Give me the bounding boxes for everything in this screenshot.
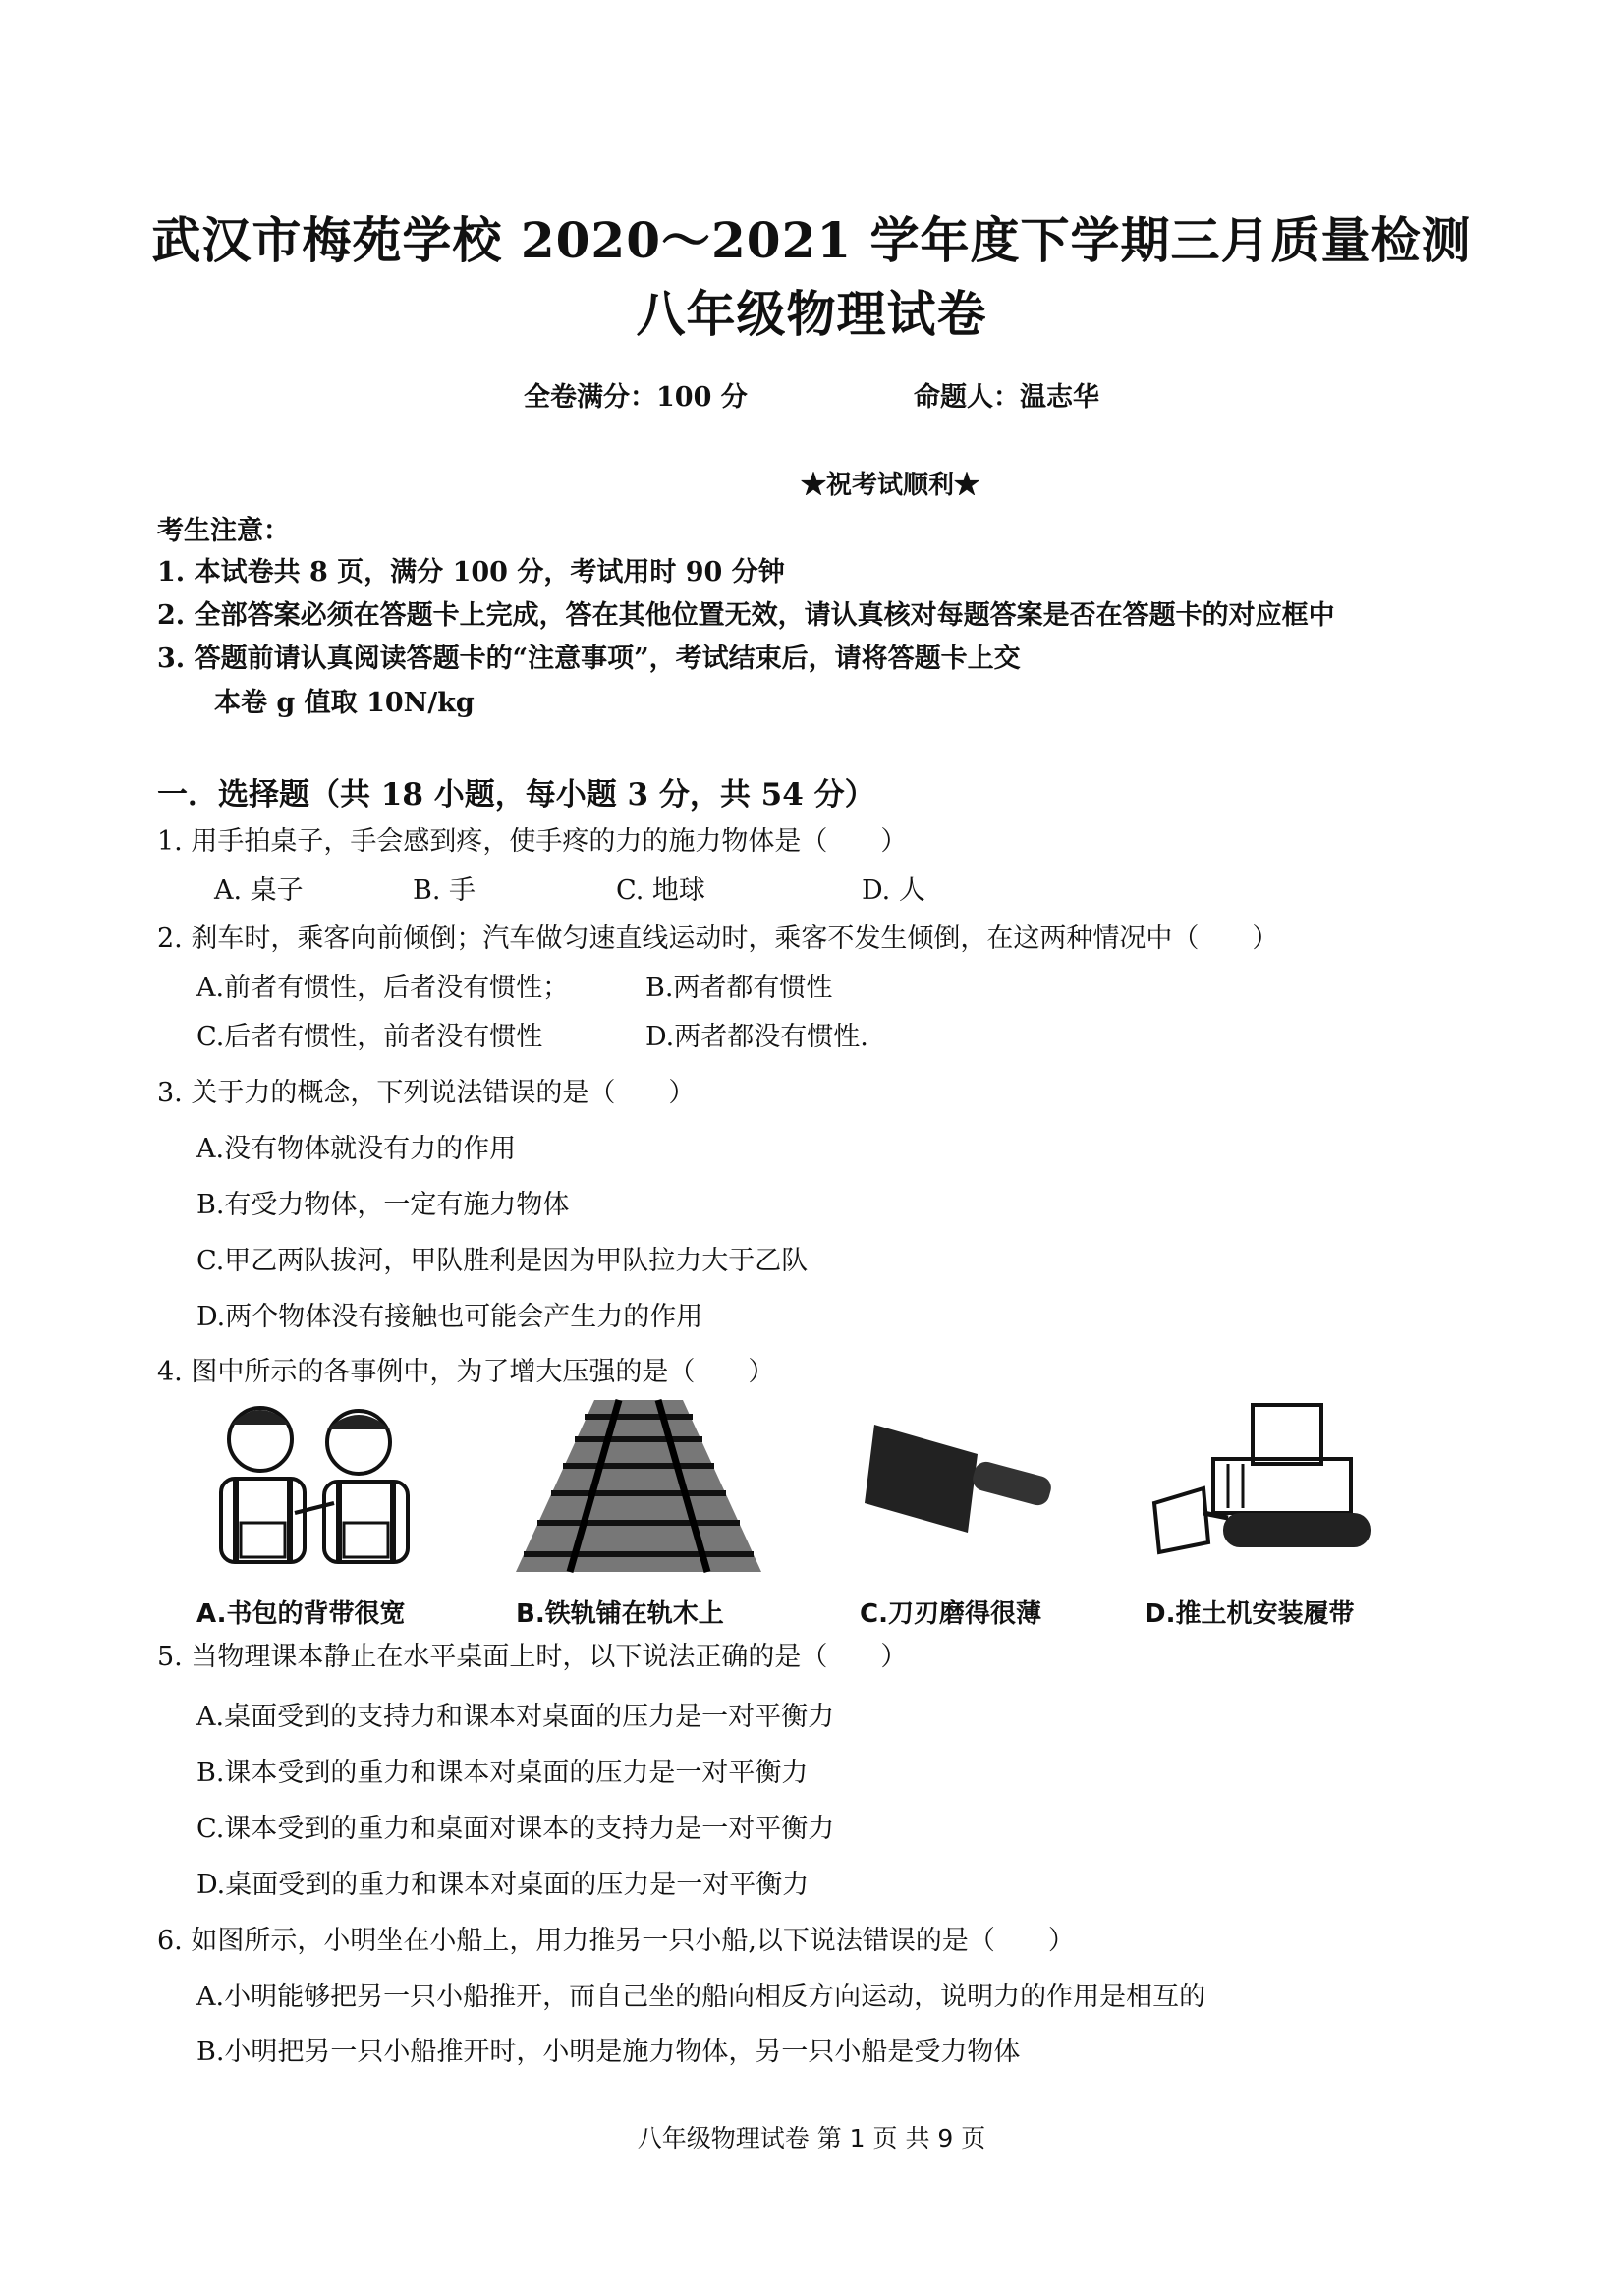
notice-item: 1. 本试卷共 8 页，满分 100 分，考试用时 90 分钟 — [157, 557, 785, 588]
caption-d: D.推土机安装履带 — [1145, 1599, 1355, 1629]
question-2-option-b: B.两者都有惯性 — [645, 973, 833, 1003]
question-1-stem: 1. 用手拍桌子，手会感到疼，使手疼的力的施力物体是（ ） — [157, 826, 908, 857]
figure-a-backpack — [196, 1395, 472, 1631]
question-1-option-c: C. 地球 — [616, 875, 705, 906]
backpack-illustration — [196, 1395, 432, 1592]
question-5-option-d: D.桌面受到的重力和课本对桌面的压力是一对平衡力 — [196, 1870, 810, 1900]
question-3-option-b: B.有受力物体，一定有施力物体 — [196, 1190, 570, 1220]
question-3-option-a: A.没有物体就没有力的作用 — [196, 1134, 517, 1164]
full-score: 全卷满分：100 分 — [524, 382, 748, 413]
bulldozer-illustration — [1145, 1395, 1380, 1592]
question-6-option-b: B.小明把另一只小船推开时，小明是施力物体，另一只小船是受力物体 — [196, 2037, 1021, 2067]
caption-b: B.铁轨铺在轨木上 — [516, 1599, 724, 1629]
notice-item: 本卷 g 值取 10N/kg — [214, 688, 475, 718]
question-2-option-c: C.后者有惯性，前者没有惯性 — [196, 1022, 543, 1052]
question-5-stem: 5. 当物理课本静止在水平桌面上时，以下说法正确的是（ ） — [157, 1642, 908, 1672]
figure-b-railway — [516, 1395, 791, 1631]
knife-illustration — [860, 1395, 1076, 1592]
caption-c: C.刀刃磨得很薄 — [860, 1599, 1041, 1629]
question-3-option-c: C.甲乙两队拔河，甲队胜利是因为甲队拉力大于乙队 — [196, 1246, 809, 1276]
question-6-stem: 6. 如图所示，小明坐在小船上，用力推另一只小船,以下说法错误的是（ ） — [157, 1926, 1075, 1956]
question-4-stem: 4. 图中所示的各事例中，为了增大压强的是（ ） — [157, 1357, 775, 1387]
notice-item: 2. 全部答案必须在答题卡上完成，答在其他位置无效，请认真核对每题答案是否在答题卡的对应框中 — [157, 600, 1335, 631]
question-6-option-a: A.小明能够把另一只小船推开，而自己坐的船向相反方向运动，说明力的作用是相互的 — [196, 1982, 1206, 2012]
page-footer: 八年级物理试卷 第 1 页 共 9 页 — [637, 2124, 986, 2153]
figure-d-bulldozer — [1145, 1395, 1420, 1631]
question-2-option-a: A.前者有惯性，后者没有惯性； — [196, 973, 570, 1003]
question-1-option-b: B. 手 — [413, 875, 476, 906]
notice-item: 3. 答题前请认真阅读答题卡的“注意事项”，考试结束后，请将答题卡上交 — [157, 644, 1021, 674]
question-2-option-d: D.两者都没有惯性. — [645, 1022, 868, 1052]
exam-subtitle: 八年级物理试卷 — [636, 285, 987, 343]
railway-illustration — [516, 1395, 761, 1592]
section-title: 一．选择题（共 18 小题，每小题 3 分，共 54 分） — [157, 777, 875, 812]
question-5-option-b: B.课本受到的重力和课本对桌面的压力是一对平衡力 — [196, 1758, 809, 1788]
notice-heading: 考生注意： — [157, 516, 290, 546]
question-5-option-a: A.桌面受到的支持力和课本对桌面的压力是一对平衡力 — [196, 1702, 835, 1732]
question-2-stem: 2. 刹车时，乘客向前倾倒；汽车做匀速直线运动时，乘客不发生倾倒，在这两种情况中（ ） — [157, 924, 1279, 954]
question-1-option-a: A. 桌子 — [214, 875, 304, 906]
question-3-option-d: D.两个物体没有接触也可能会产生力的作用 — [196, 1302, 703, 1332]
caption-a: A.书包的背带很宽 — [196, 1599, 406, 1629]
exam-title: 武汉市梅苑学校 2020～2021 学年度下学期三月质量检测 — [151, 211, 1472, 269]
figure-c-knife — [860, 1395, 1135, 1631]
author: 命题人：温志华 — [914, 382, 1099, 413]
question-4-figure — [187, 1395, 1415, 1631]
good-luck-banner: ★祝考试顺利★ — [800, 471, 979, 500]
question-1-option-d: D. 人 — [862, 875, 925, 906]
question-5-option-c: C.课本受到的重力和桌面对课本的支持力是一对平衡力 — [196, 1814, 835, 1844]
question-3-stem: 3. 关于力的概念，下列说法错误的是（ ） — [157, 1078, 696, 1108]
